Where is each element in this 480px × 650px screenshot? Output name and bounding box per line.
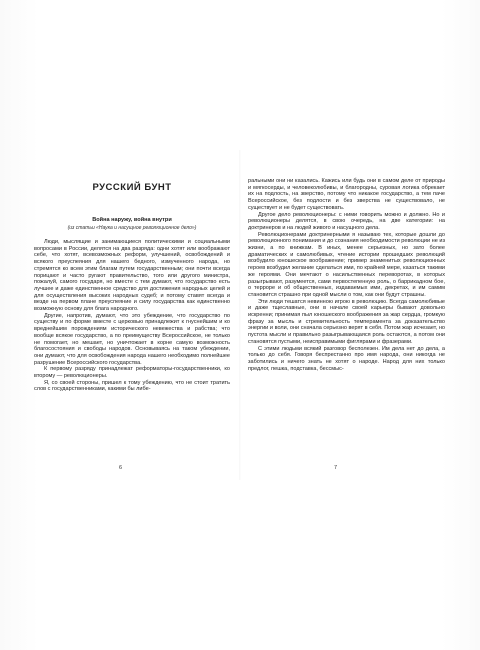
book-gutter bbox=[239, 150, 241, 480]
page-number-right: 7 bbox=[334, 465, 338, 471]
paragraph: Другое дело революционеры: с ними говорить можно и должно. Но и революционеры делятся, в свою очередь, на две категории: на доктринеров и на людей живого и насущного дела. bbox=[248, 211, 445, 231]
left-page bbox=[34, 182, 230, 393]
chapter-title: РУССКИЙ БУНТ bbox=[92, 182, 172, 193]
paragraph: Революционерами доктринерными я называю тех, которые дошли до революционного понимания и до сознания необходимости революции не из жизни, а по книжкам. В иных, менее серьезных, но зато более драматических и самолюбивых, чтение истории прошедших революций возбудило юношеское воображение; пример знаменитых революционных героев возбудил желание сделаться ими, по крайней мере, казаться такими же героями. Они мечтают о насильственных переворотах, в которых разыгрывают, разумеется, сами первостепенную роль, о баррикадном бое, о терроре и об общественных, издаваемых ими, декретах, и им самим становится страшно при одной мысли о том, как они будут страшны. bbox=[248, 231, 445, 298]
paragraph: Люди, мыслящие и занимающиеся политическими и социальными вопросами в России, делятся на два разряда: одни хотят или воображают себе, что хотят, всевозможных реформ, улучшений, освобождений и всякого преуспеяния для нашего бедного, измученного народа, но стремятся ко всем этим благам путем государственным; они почти всегда порицают и часто ругают правительство, того или другого министра, пожалуй, самого государя, но вместе с тем думают, что государство есть лучшее и даже единственное средство для достижения народных целей и для осуществления высоких народных судеб; и потому ставят всегда и везде на первом плане преуспеяние и силу государства как единственно возможную основу для блага народного. bbox=[34, 239, 230, 313]
paragraph: С этими людьми всякий разговор бесполезен. Им дела нет до дела, а только до себя. Говоря беспрестанно про имя народа, они никогда не заботились и ничего знать не хотят о народе. Народ для них только предлог, пешка, подставка, бессмыс- bbox=[248, 345, 445, 372]
right-page bbox=[248, 178, 445, 372]
paragraph: Другие, напротив, думают, что это убеждение, что государство по существу и по форме вместе с церковью принадлежит к гнуснейшим и ко вреднейшим порождениям исторического невежества и рабства; что вообще всякое государство, а по преимуществу Всероссийское, не только не помогает, но мешает, но уничтожает в корне самую возможность благосостояния и свободы народов. Основываясь на таком убеждении, они думают, что для освобождения народа нашего необходимо полнейшее разрушение Всероссийского государства. bbox=[34, 312, 230, 366]
section-subtitle: Война наружу, война внутри bbox=[92, 217, 172, 223]
paragraph: Я, со своей стороны, пришел к тому убеждению, что не стоит тратить слов с государственниками, какими бы либе- bbox=[34, 379, 230, 393]
page-number-left: 6 bbox=[119, 465, 123, 471]
paragraph: Эти люди тешатся невинною игрою в революцию. Всегда самолюбивые и даже тщеславные, они в начале своей карьеры бывают довольно искренни; принимая пыл юношеского воображения за жар сердца, громкую фразу за мысль и стремительность темперамента за доказательство энергии и воли, они сначала серьезно верят в себя. Потом жар исчезает, но пустота мысли и правильно разыгрывающаяся роль остаются, а потом они становятся пустыми, неисправимыми фиглярами и фразерами. bbox=[248, 298, 445, 345]
section-source: (из статьи «Наука и насущное революционное дело») bbox=[67, 225, 197, 231]
paragraph: К первому разряду принадлежат реформаторы-государственники, ко второму — революционеры. bbox=[34, 366, 230, 380]
paragraph: ральными они ни казались. Кажись или будь они в самом деле от природы и мягкосерды, и человеколюбивы, и благородны, суровая логика обрекает их на подлость, на зверство, потому что никакое государство, а тем паче Всероссийское, без подлости и без зверства не существовало, не существует и не будет существовать. bbox=[248, 178, 445, 211]
